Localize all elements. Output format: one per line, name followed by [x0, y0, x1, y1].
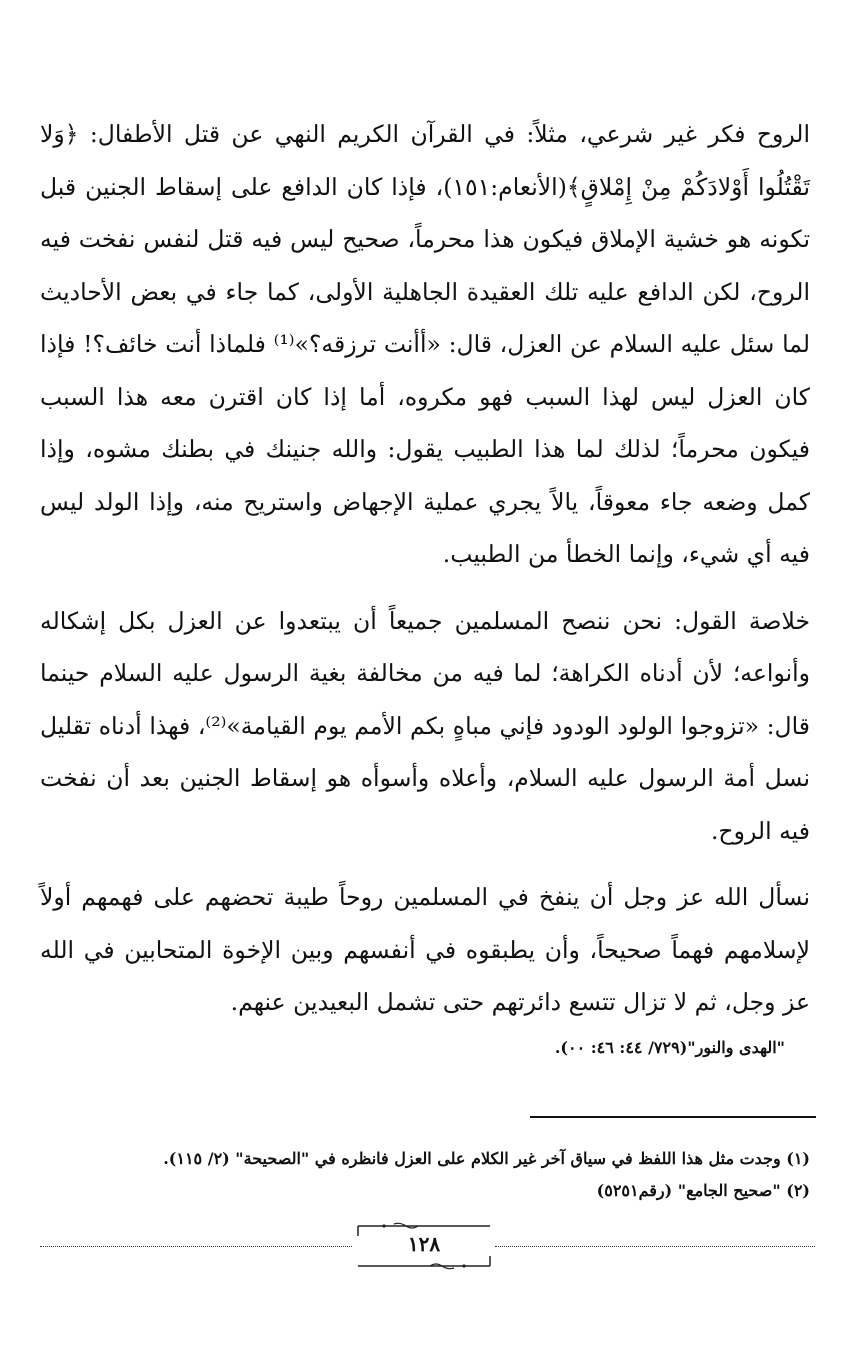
footer-dotted-line-right — [495, 1246, 815, 1247]
footnotes — [40, 1143, 810, 1207]
main-text — [40, 108, 810, 1063]
footnote-2: (٢) "صحيح الجامع" (رقم٥٢٥١) — [596, 1181, 810, 1200]
source-citation: "الهدى والنور"(٧٢٩/ ٤٤: ٤٦: ٠٠). — [554, 1037, 785, 1057]
page-number: ١٢٨ — [407, 1232, 441, 1256]
footnote-separator — [530, 1116, 816, 1118]
paragraph-3: نسأل الله عز وجل أن ينفخ في المسلمين روحاً طيبة تحضهم على فهمهم أولاً لإسلامهم فهماً صحيحاً، وأن يطبقوه في أنفسهم وبين الإخوة المتحابين في الله عز وجل، ثم لا تزال تتسع دائرتهم حتى تشمل البعيدين عنهم. — [40, 883, 810, 1016]
paragraph-2: خلاصة القول: نحن ننصح المسلمين جميعاً أن يبتعدوا عن العزل بكل إشكاله وأنواعه؛ لأن أدناه الكراهة؛ لما فيه من مخالفة بغية الرسول عليه السلام حينما قال: «تزوجوا الولود الودود فإني مباهٍ بكم الأمم يوم القيامة»⁽²⁾، فهذا أدناه تقليل نسل أمة الرسول عليه السلام، وأعلاه وأسوأه هو إسقاط الجنين بعد أن نفخت فيه الروح. — [40, 606, 810, 845]
footer-dotted-line-left — [40, 1246, 352, 1247]
page-number-frame — [354, 1222, 494, 1270]
page-footer — [40, 1222, 815, 1276]
paragraph-1: الروح فكر غير شرعي، مثلاً: في القرآن الكريم النهي عن قتل الأطفال: ﴿وَلا تَقْتُلُوا أَوْلادَكُمْ مِنْ إِمْلاقٍ﴾(الأنعام:١٥١)، فإذا كان الدافع على إسقاط الجنين قبل تكونه هو خشية الإملاق فيكون هذا محرماً، صحيح ليس فيه قتل لنفس نفخت فيه الروح، لكن الدافع عليه تلك العقيدة الجاهلية الأولى، كما جاء في بعض الأحاديث لما سئل عليه السلام عن العزل، قال: «أأنت ترزقه؟»⁽¹⁾ فلماذا أنت خائف؟! فإذا كان العزل ليس لهذا السبب فهو مكروه، أما إذا كان اقترن معه هذا السبب فيكون محرماً؛ لذلك لما هذا الطبيب يقول: والله جنينك في بطنك مشوه، وإذا كمل وضعه جاء معوقاً، يالاً يجري عملية الإجهاض واستريح منه، وإذا الولد ليس فيه أي شيء، وإنما الخطأ من الطبيب. — [40, 120, 810, 568]
footnote-1: (١) وجدت مثل هذا اللفظ في سياق آخر غير الكلام على العزل فانظره في "الصحيحة" (٢/ ١١٥). — [163, 1149, 810, 1168]
